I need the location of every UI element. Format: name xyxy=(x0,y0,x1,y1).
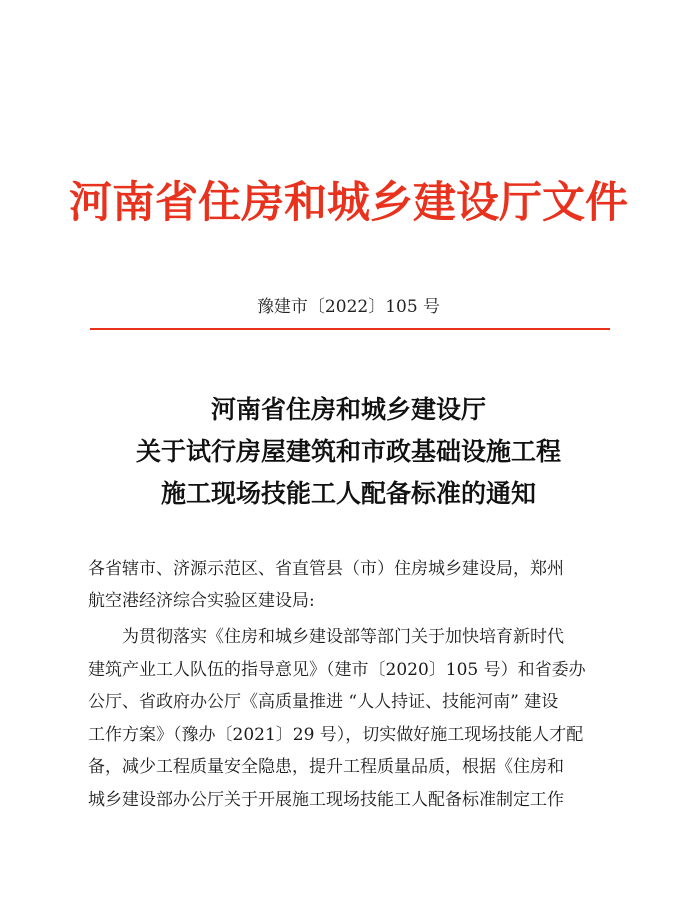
body-line: 备，减少工程质量安全隐患，提升工程质量品质，根据《住房和 xyxy=(88,757,564,777)
red-divider xyxy=(90,328,610,330)
notice-title xyxy=(0,389,697,515)
notice-title-line: 施工现场技能工人配备标准的通知 xyxy=(160,479,536,508)
addressee-line: 航空港经济综合实验区建设局: xyxy=(88,591,315,611)
body-paragraph xyxy=(88,621,628,816)
addressee xyxy=(88,553,618,617)
body-line: 建筑产业工人队伍的指导意见》（建市〔2020〕105 号）和省委办 xyxy=(88,659,586,680)
notice-title-line: 关于试行房屋建筑和市政基础设施工程 xyxy=(135,437,561,466)
addressee-line: 各省辖市、济源示范区、省直管县（市）住房城乡建设局，郑州 xyxy=(88,559,564,579)
body-line: 城乡建设部办公厅关于开展施工现场技能工人配备标准制定工作 xyxy=(88,789,564,810)
notice-title-line: 河南省住房和城乡建设厅 xyxy=(210,395,486,424)
body-line: 为贯彻落实《住房和城乡建设部等部门关于加快培育新时代 xyxy=(122,627,564,647)
issuer-title: 河南省住房和城乡建设厅文件 xyxy=(69,178,628,228)
document-number: 豫建市〔2022〕105 号 xyxy=(256,297,441,317)
body-line: 公厅、省政府办公厅《高质量推进 “人人持证、技能河南” 建设 xyxy=(88,692,559,712)
body-line: 工作方案》（豫办〔2021〕29 号），切实做好施工现场技能人才配 xyxy=(88,724,584,745)
